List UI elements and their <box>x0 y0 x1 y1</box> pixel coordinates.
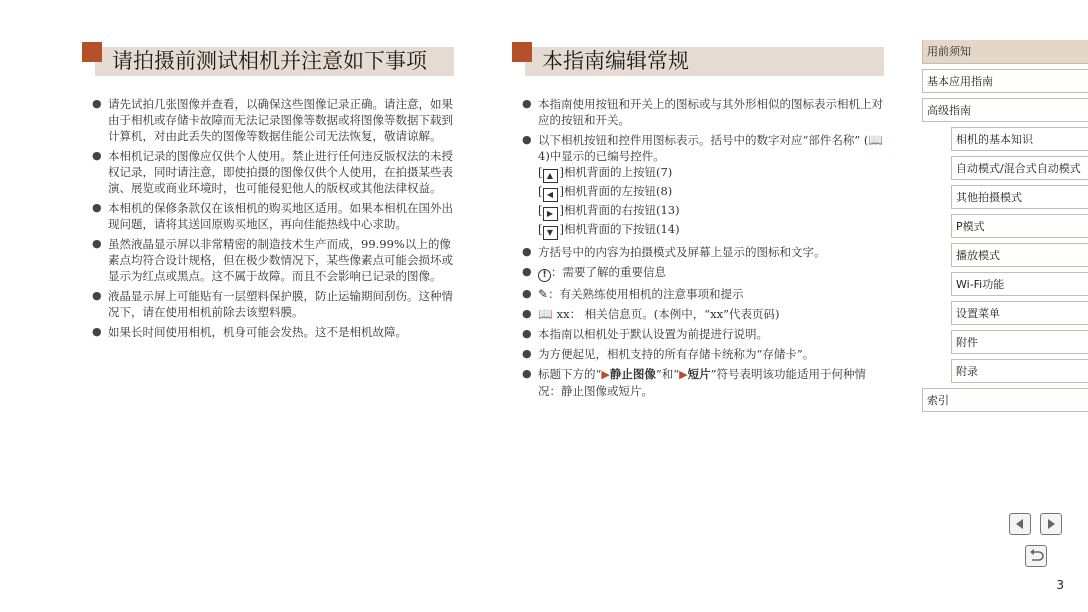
left-section-header <box>82 40 454 76</box>
list-item: ● 本相机记录的图像应仅供个人使用。禁止进行任何违反版权法的未授权记录，同时请注意，即使拍摄的图像仅供个人使用，在拍摄某些表演、展览或商业环境时，也可能侵犯他人的版权或其他法律权益。 <box>92 149 453 195</box>
sidebar-item-accessories[interactable]: 附件 <box>951 330 1088 354</box>
list-item: ● 为方便起见，相机支持的所有存储卡统称为“存储卡”。 <box>522 347 815 361</box>
right-section <box>512 40 884 403</box>
sidebar-item-auto-mode[interactable]: 自动模式/混合式自动模式 <box>951 156 1088 180</box>
pencil-icon: ✎ <box>538 287 549 301</box>
list-item: ● 本指南使用按钮和开关上的图标或与其外形相似的图标表示相机上对应的按钮和开关。 <box>522 97 883 127</box>
prev-page-button[interactable] <box>1009 513 1031 535</box>
return-icon <box>1026 546 1046 566</box>
sidebar-item-index[interactable]: 索引 <box>922 388 1088 412</box>
list-item: ● ! ：需要了解的重要信息 <box>522 265 666 280</box>
up-arrow-icon: ▲ <box>543 169 558 183</box>
important-icon: ! <box>538 269 551 282</box>
sidebar-item-advanced-guide[interactable]: 高级指南 <box>922 98 1088 122</box>
right-button-line: [ ▶ ]相机背面的右按钮(13) <box>538 202 884 221</box>
right-section-header <box>512 40 884 76</box>
list-item: ● 请先试拍几张图像并查看，以确保这些图像记录正确。请注意，如果由于相机或存储卡故障而无法记录图像等数据或将图像等数据下载到计算机，对由此丢失的图像等数据佳能公司无法恢复，敬请谅解。 <box>92 97 453 143</box>
left-arrow-icon: ◀ <box>543 188 558 202</box>
list-item: ● 本指南以相机处于默认设置为前提进行说明。 <box>522 327 768 341</box>
play-triangle-icon: ▶ <box>679 368 688 381</box>
next-page-button[interactable] <box>1040 513 1062 535</box>
sidebar-nav <box>922 40 1088 417</box>
up-button-line: [ ▲ ]相机背面的上按钮(7) <box>538 164 884 183</box>
sidebar-item-camera-basics[interactable]: 相机的基本知识 <box>951 127 1088 151</box>
sidebar-item-playback-mode[interactable]: 播放模式 <box>951 243 1088 267</box>
left-section-title: 请拍摄前测试相机并注意如下事项 <box>112 49 427 73</box>
list-item: ● 液晶显示屏上可能贴有一层塑料保护膜，防止运输期间刮伤。这种情况下，请在使用相机前除去该塑料膜。 <box>92 289 453 319</box>
sidebar-item-settings-menu[interactable]: 设置菜单 <box>951 301 1088 325</box>
book-icon: 📖 <box>868 133 884 147</box>
list-item: ● 标题下方的“▶静止图像”和“▶短片”符号表明该功能适用于何种情况：静止图像或短片。 <box>522 367 866 398</box>
conventions-list <box>512 96 884 399</box>
sidebar-item-basic-guide[interactable]: 基本应用指南 <box>922 69 1088 93</box>
precautions-list <box>82 96 454 340</box>
list-item: ● ✎：有关熟练使用相机的注意事项和提示 <box>522 287 744 301</box>
list-item: ● 方括号中的内容为拍摄模式及屏幕上显示的图标和文字。 <box>522 245 826 259</box>
sidebar-item-wifi[interactable]: Wi-Fi功能 <box>951 272 1088 296</box>
list-item: ● 如果长时间使用相机，机身可能会发热。这不是相机故障。 <box>92 325 407 339</box>
sidebar-item-p-mode[interactable]: P模式 <box>951 214 1088 238</box>
return-button[interactable] <box>1025 545 1047 567</box>
header-square-icon <box>512 42 532 62</box>
chevron-left-icon <box>1010 514 1030 534</box>
list-item: ● 以下相机按钮和控件用图标表示。括号中的数字对应“部件名称” (📖4)中显示的已编号控件。 [ ▲ ]相机背面的上按钮(7) [ ◀ ]相机背面的左按钮(8) [ ▶ ]相机背面的右按钮(13) [ ▼ ]相机背面的下按钮(14) <box>512 132 884 240</box>
right-arrow-icon: ▶ <box>543 207 558 221</box>
chevron-right-icon <box>1041 514 1061 534</box>
sidebar-item-appendix[interactable]: 附录 <box>951 359 1088 383</box>
sidebar-item-before-use[interactable]: 用前须知 <box>922 40 1088 64</box>
down-button-line: [ ▼ ]相机背面的下按钮(14) <box>538 221 884 240</box>
play-triangle-icon: ▶ <box>601 368 610 381</box>
page-number: 3 <box>1056 578 1064 592</box>
right-section-title: 本指南编辑常规 <box>542 49 689 73</box>
header-square-icon <box>82 42 102 62</box>
sidebar-item-other-modes[interactable]: 其他拍摄模式 <box>951 185 1088 209</box>
book-icon: 📖 <box>538 307 553 321</box>
list-item: ● 本相机的保修条款仅在该相机的购买地区适用。如果本相机在国外出现问题，请将其送回原购买地区，再向佳能热线中心求助。 <box>92 201 453 231</box>
list-item: ● 虽然液晶显示屏以非常精密的制造技术生产而成，99.99%以上的像素点均符合设计规格，但在极少数情况下，某些像素点可能会损坏或显示为红点或黑点。这不属于故障。而且不会影响已记录的图像。 <box>92 237 453 283</box>
down-arrow-icon: ▼ <box>543 226 558 240</box>
left-button-line: [ ◀ ]相机背面的左按钮(8) <box>538 183 884 202</box>
left-section <box>82 40 454 344</box>
list-item: ● 📖 xx： 相关信息页。(本例中，“xx”代表页码) <box>522 307 780 321</box>
